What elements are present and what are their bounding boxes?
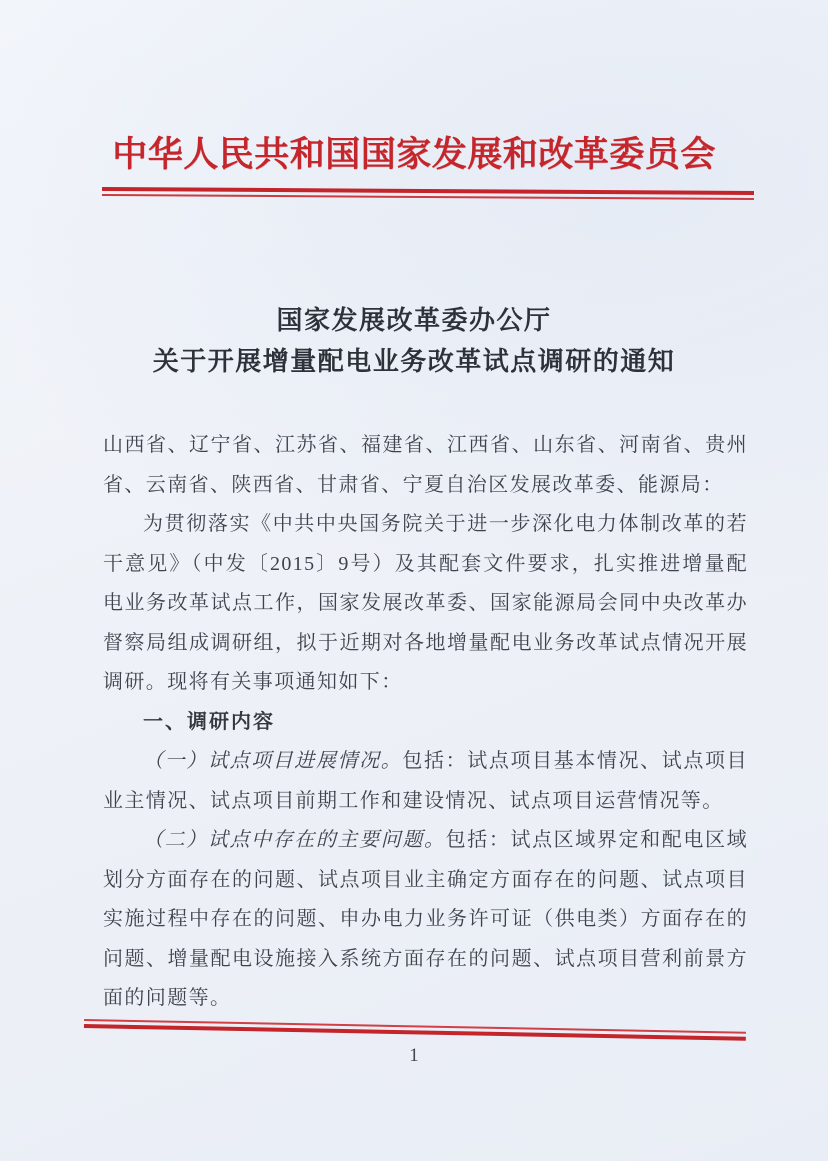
document-title-line-1: 国家发展改革委办公厅 <box>276 306 552 335</box>
item-1-text: 包括：试点项目基本情况、试点项目业主情况、试点项目前期工作和建设情况、试点项目运营情况等。 <box>103 750 748 812</box>
letterhead-agency-name: 中华人民共和国国家发展和改革委员会 <box>112 135 716 174</box>
document-title-line-2: 关于开展增量配电业务改革试点调研的通知 <box>152 347 676 376</box>
footer-divider-rule <box>84 1019 746 1041</box>
page-number: 1 <box>409 1045 419 1066</box>
item-2-text: 包括：试点区域界定和配电区域划分方面存在的问题、试点项目业主确定方面存在的问题、试点项目实施过程中存在的问题、申办电力业务许可证（供电类）方面存在的问题、增量配电设施接入系统方面存在的问题、试点项目营利前景方面的问题等。 <box>103 829 748 1009</box>
section-1-item-2 <box>103 821 748 1019</box>
opening-paragraph: 为贯彻落实《中共中央国务院关于进一步深化电力体制改革的若干意见》（中发〔2015〕9号）及其配套文件要求，扎实推进增量配电业务改革试点工作，国家发展改革委、国家能源局会同中央改革办督察局组成调研组，拟于近期对各地增量配电业务改革试点情况开展调研。现将有关事项通知如下： <box>103 513 748 693</box>
item-1-lead-in: （一）试点项目进展情况。 <box>143 750 403 772</box>
addressee-line: 山西省、辽宁省、江苏省、福建省、江西省、山东省、河南省、贵州省、云南省、陕西省、甘肃省、宁夏自治区发展改革委、能源局： <box>103 434 748 496</box>
section-1-heading: 一、调研内容 <box>143 710 275 733</box>
document-title <box>0 300 828 382</box>
section-1-item-1 <box>103 742 748 821</box>
document-body <box>103 426 748 1019</box>
letterhead-divider-rule <box>102 187 754 200</box>
item-2-lead-in: （二）试点中存在的主要问题。 <box>143 829 446 851</box>
